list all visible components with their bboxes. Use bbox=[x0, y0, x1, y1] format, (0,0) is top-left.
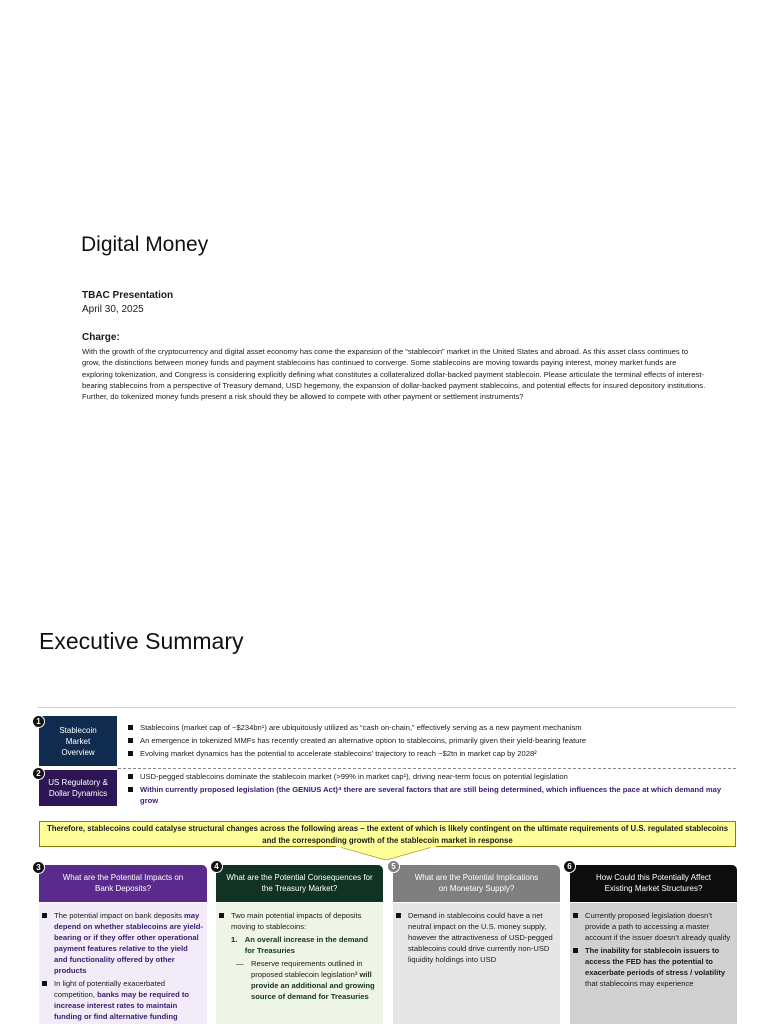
list-item bbox=[41, 910, 203, 976]
step-number-badge: 4 bbox=[210, 860, 223, 873]
dash-text: Reserve requirements outlined in proposed stablecoin legislation³ bbox=[251, 959, 363, 979]
column-bullets bbox=[41, 910, 203, 1022]
bullet-emphasis: may depend on whether stablecoins are yield-bearing or if they offer other operational payment features relative to the yield and functionality offered by other products bbox=[54, 911, 203, 975]
step-number-badge: 2 bbox=[32, 767, 45, 780]
bullet-emphasis: banks may be required to increase interest rates to maintain funding or find alternative funding bbox=[54, 990, 190, 1021]
row-label-regulatory bbox=[39, 770, 117, 806]
dash-emphasis: will provide an additional and growing source of demand for Treasuries bbox=[251, 970, 375, 1001]
charge-heading: Charge: bbox=[82, 332, 120, 343]
column-bullets bbox=[572, 910, 733, 989]
document-title: Digital Money bbox=[81, 233, 209, 256]
bullet-text: The potential impact on bank deposits bbox=[54, 911, 185, 920]
list-item bbox=[572, 945, 733, 989]
bullet-emphasis: The inability for stablecoin issuers to access the FED has the potential to exacerbate periods of stress / volatility bbox=[585, 946, 726, 977]
column-header-treasury-market bbox=[216, 865, 383, 902]
numbered-item bbox=[218, 934, 379, 956]
step-number-badge: 1 bbox=[32, 715, 45, 728]
column-heading: What are the Potential Consequences for the Treasury Market? bbox=[226, 873, 373, 893]
column-bullets bbox=[395, 910, 556, 965]
column-header-bank-deposits bbox=[39, 865, 207, 902]
list-item: Within currently proposed legislation (the GENIUS Act)⁴ there are several factors that are still being determined, which influences the pace at which demand may grow bbox=[127, 784, 737, 806]
conclusion-banner: Therefore, stablecoins could catalyse structural changes across the following areas – the extent of which is likely contingent on the ultimate requirements of U.S. regulated stablecoins and the corresponding growth of the stablecoin market in response bbox=[39, 821, 736, 847]
row2-bullets bbox=[127, 771, 737, 808]
list-item: Stablecoins (market cap of ~$234bn¹) are ubiquitously utilized as “cash on-chain,” effectively serving as a new payment mechanism bbox=[127, 722, 737, 733]
list-item: USD-pegged stablecoins dominate the stablecoin market (>99% in market cap¹), driving near-term focus on potential legislation bbox=[127, 771, 737, 782]
dash-item bbox=[218, 958, 379, 1002]
column-heading: What are the Potential Implications on Monetary Supply? bbox=[414, 873, 539, 893]
divider bbox=[38, 707, 736, 708]
row1-bullets bbox=[127, 722, 737, 761]
step-number-badge: 3 bbox=[32, 861, 45, 874]
bullet-text: In light of potentially exacerbated competition, bbox=[54, 979, 166, 999]
item-number: 1. bbox=[231, 935, 238, 944]
row-label-market-overview bbox=[39, 716, 117, 766]
step-number-badge: 6 bbox=[563, 860, 576, 873]
presentation-date: April 30, 2025 bbox=[82, 304, 144, 315]
bullet-text: that stablecoins may experience bbox=[585, 979, 694, 988]
charge-text: With the growth of the cryptocurrency and digital asset economy has come the expansion of the “stablecoin” market in the United States and abroad. As this asset class continues to grow, the distinctions between money funds and payment stablecoins has continued to converge. Some stablecoins are moving towards paying interest, money market funds are exploring tokenization, and Congress is considering explicitly defining what constitutes a collateralized dollar-backed payment stablecoin. Please articulate the terminal effects of interest-bearing stablecoins from a perspective of Treasury demand, USD hegemony, the expansion of dollar-backed payment stablecoins, and potential effects for insured depository institutions. Further, do tokenized money funds present a risk should they be allowed to compete with other payment or settlement instruments? bbox=[82, 347, 706, 402]
list-item: Evolving market dynamics has the potential to accelerate stablecoins’ trajectory to reach ~$2tn in market cap by 2028² bbox=[127, 748, 737, 759]
column-body-treasury-market bbox=[216, 903, 383, 1024]
dash-marker: — bbox=[236, 959, 244, 968]
column-header-market-structures bbox=[570, 865, 737, 902]
list-item bbox=[41, 978, 203, 1022]
step-number-badge: 5 bbox=[387, 860, 400, 873]
list-item: An emergence in tokenized MMFs has recently created an alternative option to stablecoins, primarily given their yield-bearing feature bbox=[127, 735, 737, 746]
row-separator bbox=[118, 768, 736, 769]
item-text: An overall increase in the demand for Treasuries bbox=[244, 935, 368, 955]
column-heading: What are the Potential Impacts on Bank Deposits? bbox=[62, 873, 184, 893]
list-item: Two main potential impacts of deposits moving to stablecoins: bbox=[218, 910, 379, 932]
section-title: Executive Summary bbox=[39, 628, 244, 654]
column-bullets bbox=[218, 910, 379, 932]
banner-arrow bbox=[336, 846, 436, 860]
column-body-bank-deposits bbox=[39, 903, 207, 1024]
column-body-monetary-supply bbox=[393, 903, 560, 1024]
column-body-market-structures bbox=[570, 903, 737, 1024]
column-heading: How Could this Potentially Affect Existing Market Structures? bbox=[595, 873, 712, 893]
row-label-text: Stablecoin Market Overview bbox=[59, 725, 97, 757]
list-item: Demand in stablecoins could have a net neutral impact on the U.S. money supply, however the attractiveness of USD-pegged stablecoins could drive currently non-USD liquidity holdings into USD bbox=[395, 910, 556, 965]
list-item: Currently proposed legislation doesn’t provide a path to accessing a master account if the issuer doesn’t already qualify bbox=[572, 910, 733, 943]
presentation-org: TBAC Presentation bbox=[82, 290, 174, 301]
column-header-monetary-supply bbox=[393, 865, 560, 902]
row-label-text: US Regulatory & Dollar Dynamics bbox=[48, 778, 108, 798]
